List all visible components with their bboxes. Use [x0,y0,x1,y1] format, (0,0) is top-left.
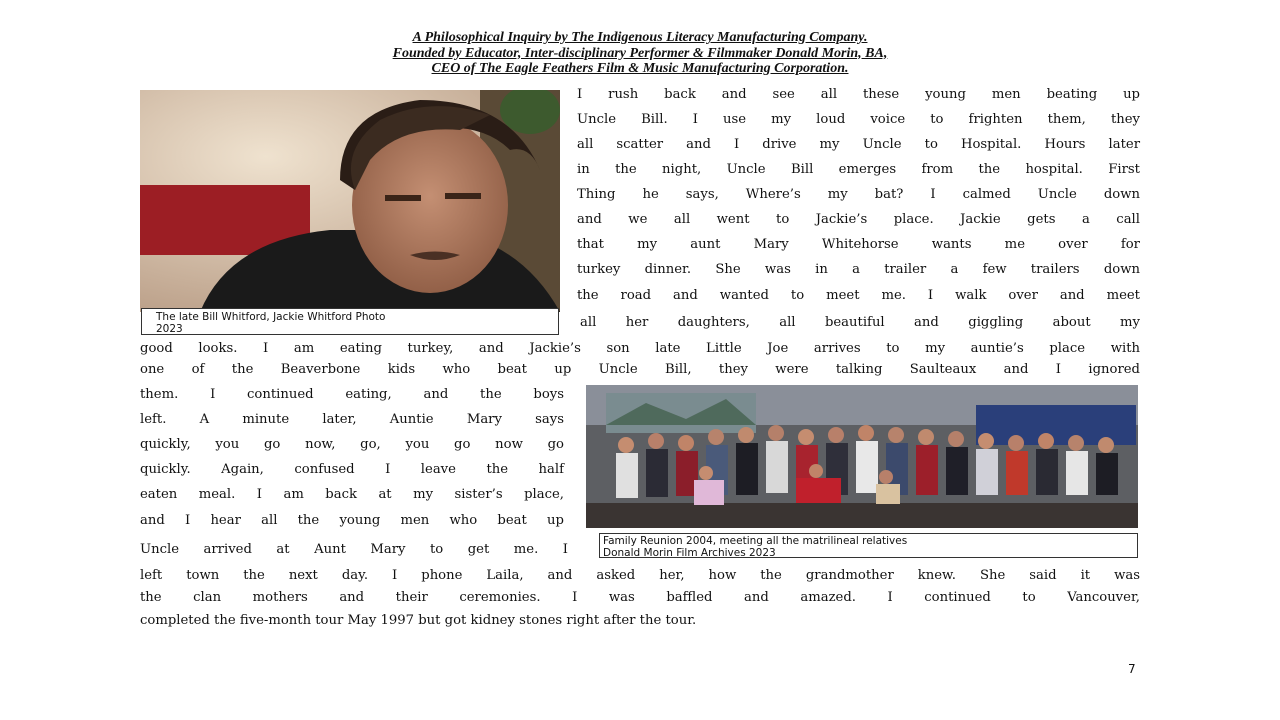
header-line-1: A Philosophical Inquiry by The Indigenous Literacy Manufacturing Company. [412,30,868,45]
portrait-photo [140,90,560,312]
body-line: one of the Beaverbone kids who beat up Uncle Bill, they were talking Saulteaux and I ignored [140,362,1140,377]
body-line: them. I continued eating, and the boys [140,387,564,402]
body-line: all scatter and I drive my Uncle to Hospital. Hours later [577,137,1140,152]
body-line: all her daughters, all beautiful and giggling about my [580,315,1140,330]
family-reunion-photo-image [586,385,1138,528]
body-line: and we all went to Jackie’s place. Jackie gets a call [577,212,1140,227]
body-line: I rush back and see all these young men beating up [577,87,1140,102]
body-line: left town the next day. I phone Laila, and asked her, how the grandmother knew. She said it was [140,568,1140,583]
body-line: the clan mothers and their ceremonies. I was baffled and amazed. I continued to Vancouver, [140,590,1140,605]
portrait-caption [141,308,559,335]
body-line: completed the five-month tour May 1997 but got kidney stones right after the tour. [140,613,697,628]
body-line: eaten meal. I am back at my sister’s place, [140,487,564,502]
header-line-2: Founded by Educator, Inter-disciplinary Performer & Filmmaker Donald Morin, BA, [392,45,888,61]
body-line: left. A minute later, Auntie Mary says [140,412,564,427]
body-line: Thing he says, Where’s my bat? I calmed Uncle down [577,187,1140,202]
family-reunion-caption [599,533,1138,558]
portrait-photo-image [140,90,560,312]
body-line: Uncle Bill. I use my loud voice to frighten them, they [577,112,1140,127]
portrait-caption-line-1: The late Bill Whitford, Jackie Whitford Photo [156,311,386,323]
page-number: 7 [1128,662,1136,676]
portrait-caption-line-2: 2023 [156,323,183,335]
body-line: the road and wanted to meet me. I walk over and meet [577,288,1140,303]
body-line: and I hear all the young men who beat up [140,513,564,528]
body-line: quickly. Again, confused I leave the half [140,462,564,477]
family-reunion-photo [586,385,1138,528]
body-line: turkey dinner. She was in a trailer a few trailers down [577,262,1140,277]
document-header [0,30,1280,77]
header-line-3: CEO of The Eagle Feathers Film & Music Manufacturing Corporation. [431,61,849,76]
body-line: quickly, you go now, go, you go now go [140,437,564,452]
body-line: good looks. I am eating turkey, and Jackie’s son late Little Joe arrives to my auntie’s place with [140,341,1140,356]
family-reunion-caption-line-2: Donald Morin Film Archives 2023 [603,547,776,559]
body-line: that my aunt Mary Whitehorse wants me over for [577,237,1140,252]
body-line: Uncle arrived at Aunt Mary to get me. I [140,542,568,557]
body-line: in the night, Uncle Bill emerges from the hospital. First [577,162,1140,177]
family-reunion-caption-line-1: Family Reunion 2004, meeting all the matrilineal relatives [603,535,908,547]
